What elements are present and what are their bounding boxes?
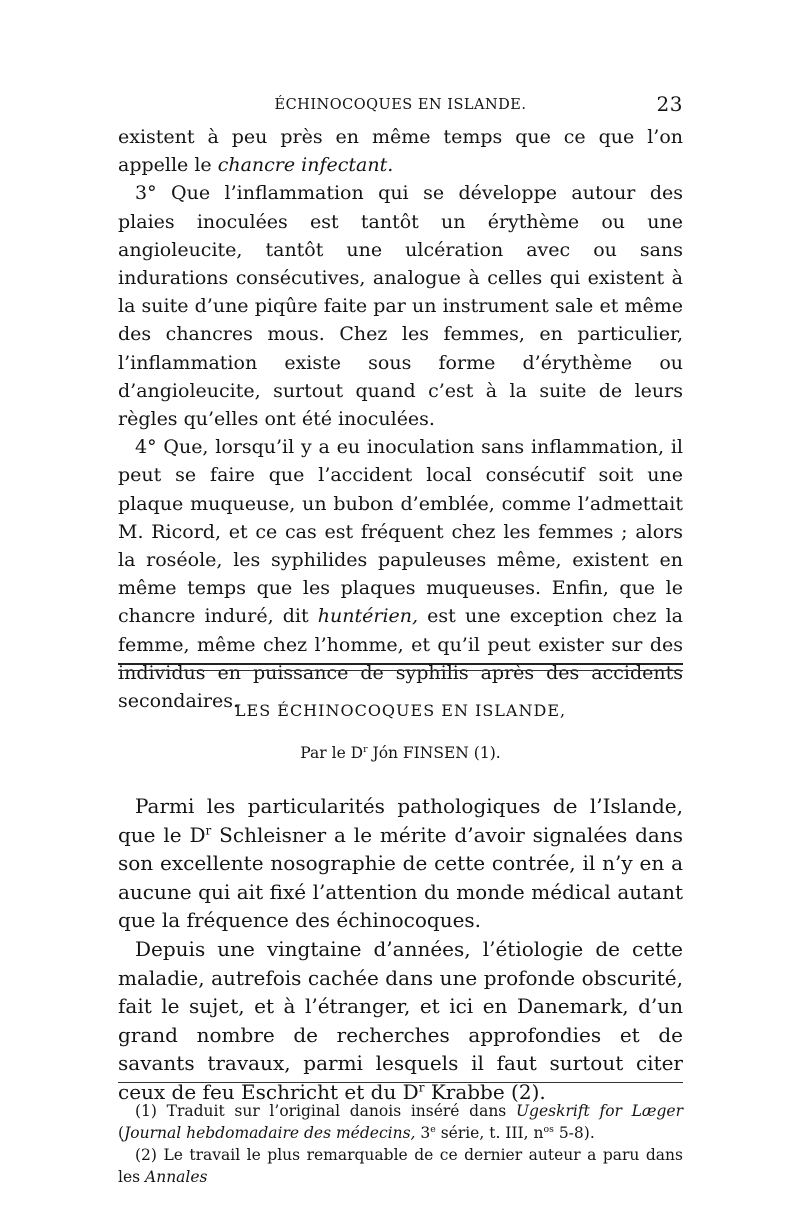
section-divider (118, 670, 683, 671)
running-head (118, 92, 683, 116)
paragraph: Parmi les particularités pathologiques de l’Islande, que le $D^r$ Schleisner a le mérite d’avoir signalées dans son excellente nosographie de cette contrée, il n’y en a aucune qui ait fixé l’attention du monde médical autant que la fréquence des échinocoques. (118, 794, 683, 933)
article-byline: Par le $D^r$ Jón FINSEN (1). (300, 743, 501, 762)
footnotes (118, 1100, 683, 1188)
running-title: ÉCHINOCOQUES EN ISLANDE. (274, 97, 527, 113)
footnote-divider (118, 1082, 683, 1083)
footnote: (1) Traduit sur l’original danois inséré dans Ugeskrift for Læger (Journal hebdomadaire des médecins, 3e série, t. III, $n^{os}$ 5-8). (118, 1102, 683, 1142)
paragraph: 4° Que, lorsqu’il y a eu inoculation sans inflammation, il peut se faire que l’accident local consécutif soit une plaque muqueuse, un bubon d’emblée, comme l’admettait M. Ricord, et ce cas est fréquent chez les femmes ; alors la roséole, les syphilides papuleuses même, existent en même temps que les plaques muqueuses. Enfin, que le chancre induré, dit huntérien, est une exception chez la femme, même chez l’homme, et qu’il peut exister sur des individus en puissance de syphilis après des accidents secondaires. (118, 436, 683, 713)
paragraph: existent à peu près en même temps que ce que l’on appelle le chancre infectant. (118, 126, 683, 177)
footnote: (2) Le travail le plus remarquable de ce dernier auteur a paru dans les Annales (118, 1146, 683, 1186)
paragraph: 3° Que l’inflammation qui se développe autour des plaies inoculées est tantôt un érythème ou une angioleucite, tantôt une ulcération avec ou sans indurations consécutives, analogue à celles qui existent à la suite d’une piqûre faite par un instrument sale et même des chancres mous. Chez les femmes, en particulier, l’inflammation existe sous forme d’érythème ou d’angioleucite, surtout quand c’est à la suite de leurs règles qu’elles ont été inoculées. (118, 182, 683, 431)
article-title: LES ÉCHINOCOQUES EN ISLANDE, (234, 701, 567, 720)
italic-term: chancre infectant. (217, 154, 394, 177)
paragraph: Depuis une vingtaine d’années, l’étiologie de cette maladie, autrefois cachée dans une profonde obscurité, fait le sujet, et à l’étranger, et ici en Danemark, d’un grand nombre de recherches approfondies et de savants travaux, parmi lesquels il faut surtout citer ceux de feu Eschricht et du $D^r$ Krabbe (2). (118, 936, 683, 1104)
continued-text-block (118, 123, 683, 715)
article-body (118, 792, 683, 1107)
page-number: 23 (656, 92, 683, 116)
italic-term: huntérien, (317, 605, 419, 628)
section-divider (118, 663, 683, 665)
